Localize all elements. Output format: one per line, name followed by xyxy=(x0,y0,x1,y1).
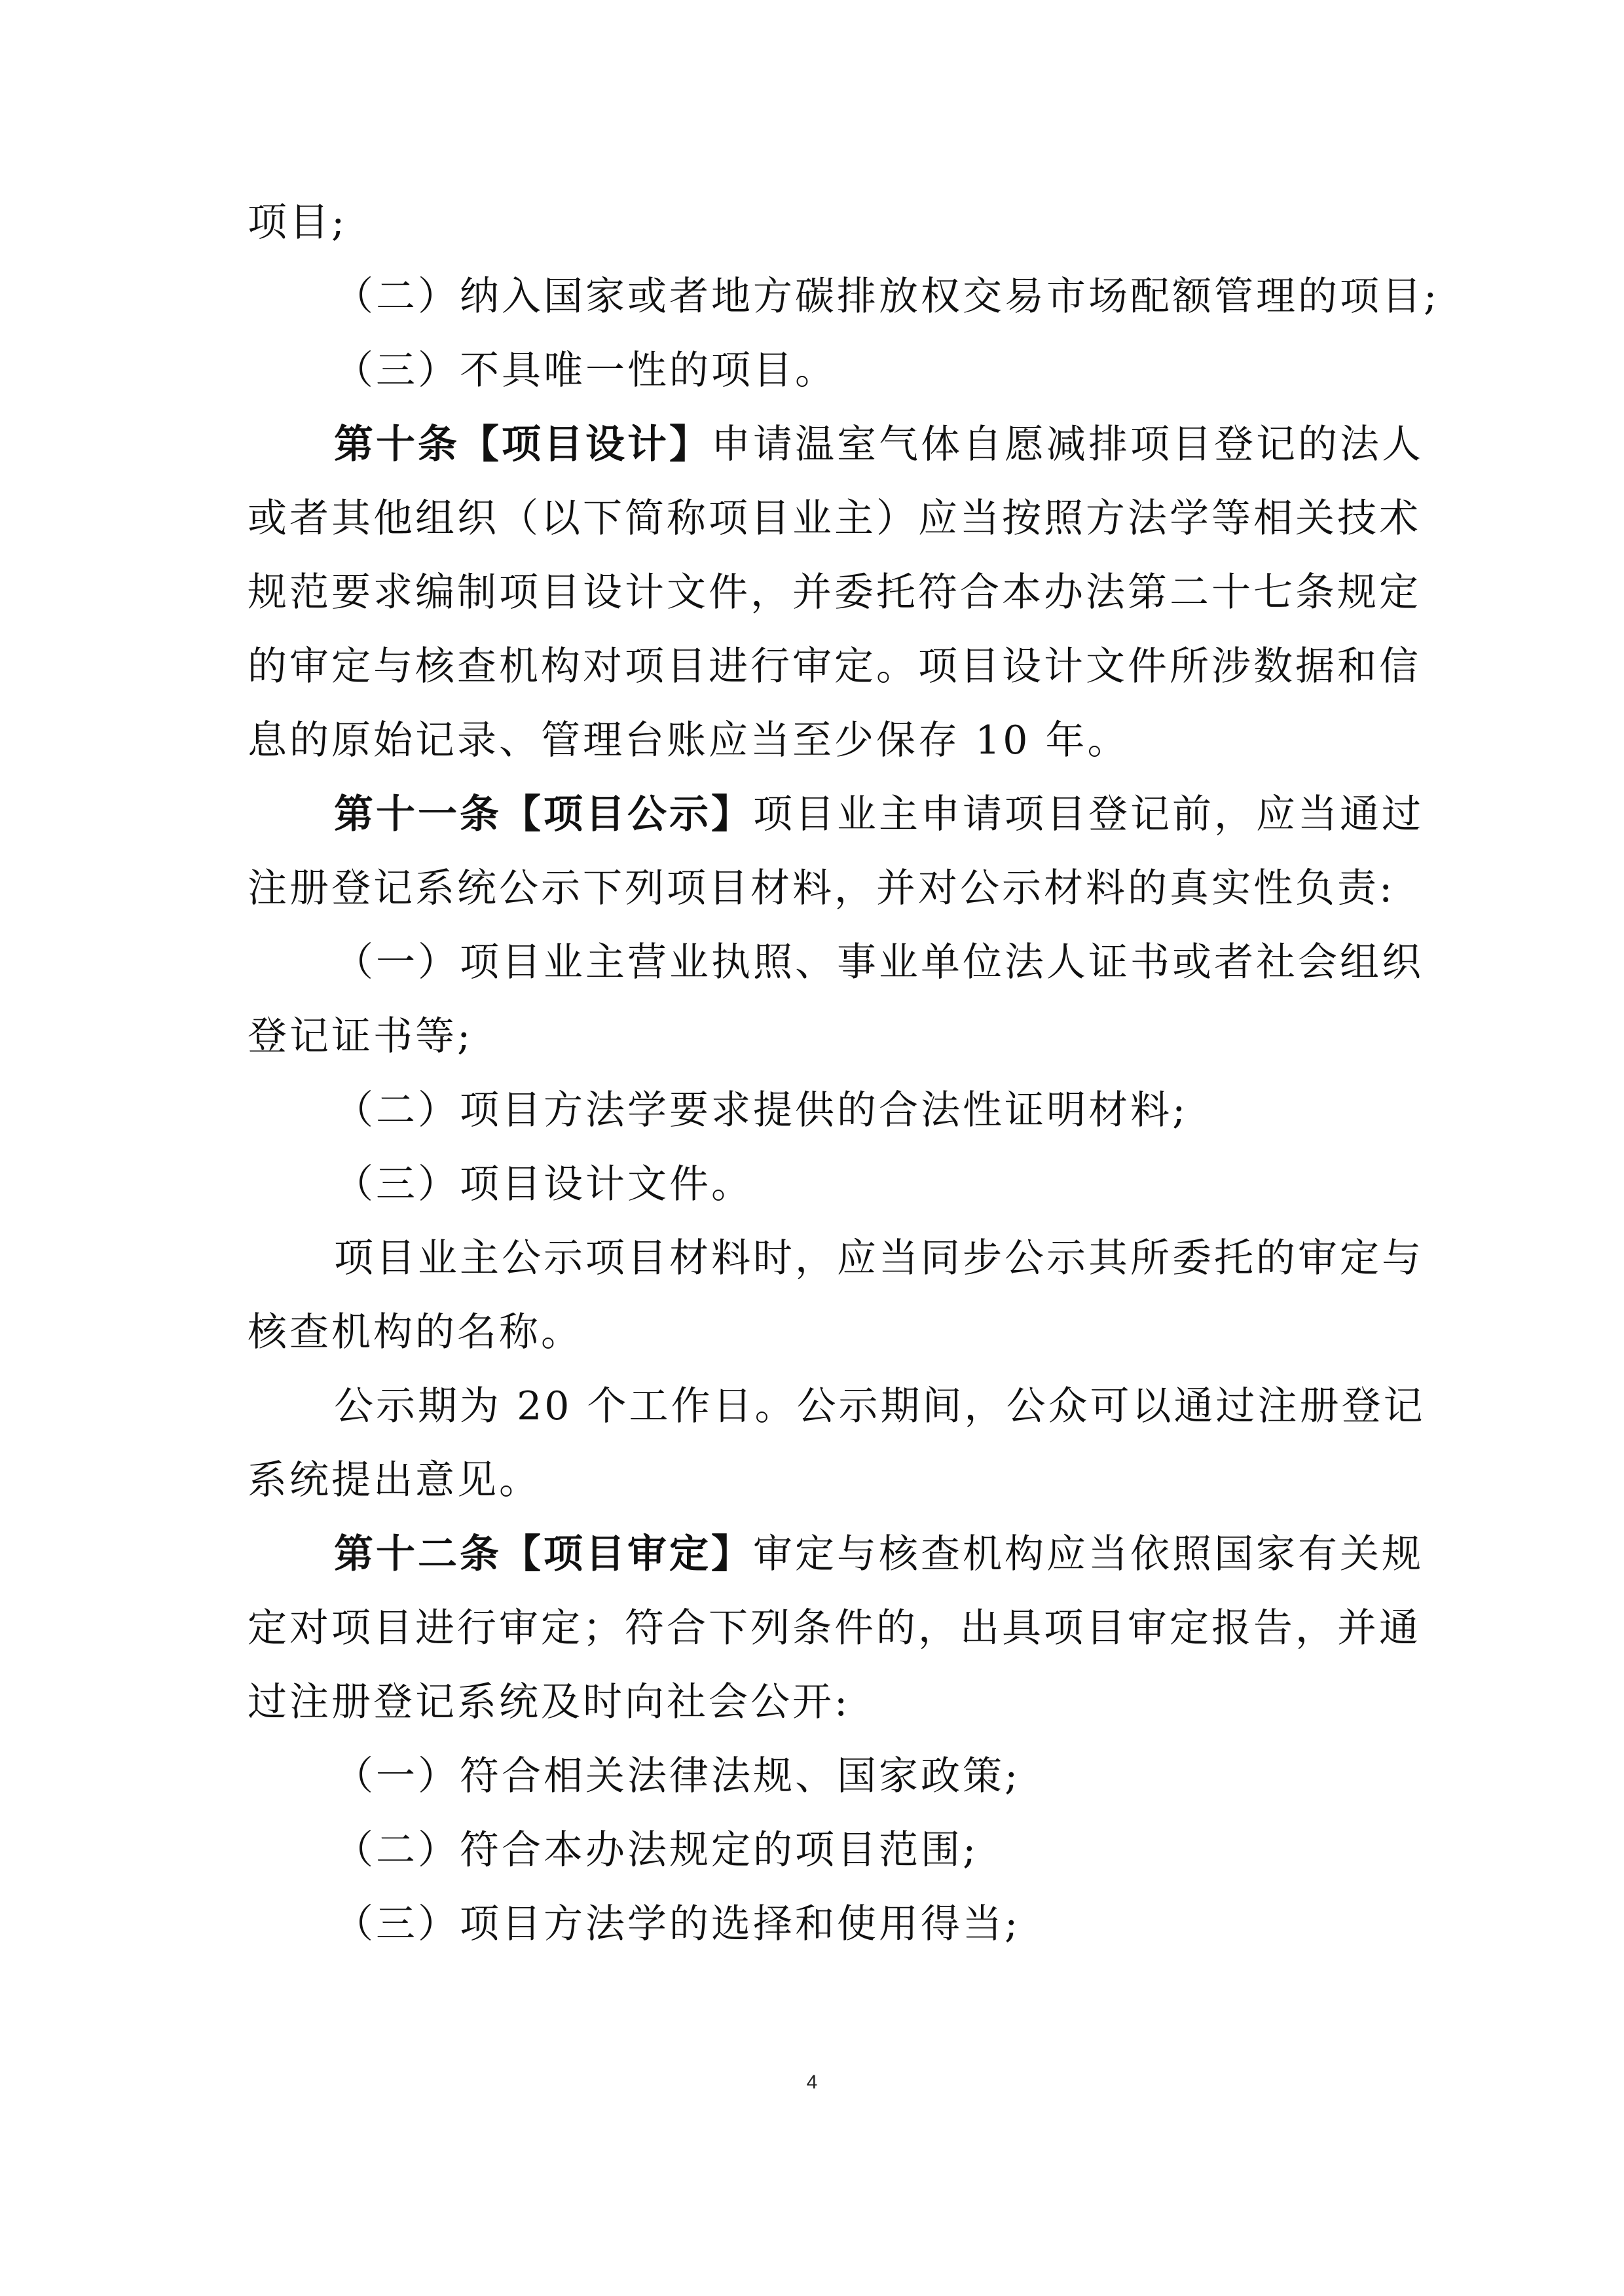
text-line xyxy=(334,1161,753,1207)
article-line xyxy=(334,422,1424,467)
text-line xyxy=(248,866,1395,911)
line-text: 过注册登记系统及时向社会公开: xyxy=(248,1679,851,1725)
article-heading: 第十条【项目设计】 xyxy=(334,422,711,467)
line-text: 的审定与核查机构对项目进行审定。项目设计文件所涉数据和信 xyxy=(248,644,1421,689)
line-text: 息的原始记录、管理台账应当至少保存 10 年。 xyxy=(248,718,1130,763)
text-line xyxy=(248,570,1421,615)
text-line xyxy=(334,1753,1020,1799)
line-text: 定对项目进行审定；符合下列条件的，出具项目审定报告，并通 xyxy=(248,1605,1421,1651)
text-line xyxy=(248,1309,583,1355)
line-text: （一）符合相关法律法规、国家政策; xyxy=(334,1753,1021,1799)
text-line xyxy=(248,1605,1421,1651)
line-text: （一）项目业主营业执照、事业单位法人证书或者社会组织 xyxy=(334,939,1424,985)
line-text: （二）符合本办法规定的项目范围; xyxy=(334,1827,979,1873)
text-line xyxy=(248,718,1130,763)
text-line xyxy=(248,1679,850,1725)
article-line xyxy=(334,792,1424,837)
line-text: 审定与核查机构应当依照国家有关规 xyxy=(753,1531,1424,1577)
text-line xyxy=(334,348,837,393)
article-heading: 第十一条【项目公示】 xyxy=(334,792,753,837)
line-text: （二）纳入国家或者地方碳排放权交易市场配额管理的项目; xyxy=(334,274,1440,319)
text-line xyxy=(334,1087,1188,1133)
line-text: （三）项目方法学的选择和使用得当; xyxy=(334,1901,1021,1947)
line-text: 项目; xyxy=(248,200,348,246)
text-line xyxy=(248,1013,473,1059)
text-line xyxy=(334,939,1424,985)
text-line xyxy=(248,200,347,246)
text-line xyxy=(248,496,1421,541)
text-line xyxy=(334,1383,1426,1429)
line-text: 项目业主公示项目材料时，应当同步公示其所委托的审定与 xyxy=(334,1235,1424,1281)
line-text: 或者其他组织（以下简称项目业主）应当按照方法学等相关技术 xyxy=(248,496,1421,541)
page-number: 4 xyxy=(806,2071,818,2093)
line-text: 核查机构的名称。 xyxy=(248,1309,583,1355)
article-heading: 第十二条【项目审定】 xyxy=(334,1531,753,1577)
article-line xyxy=(334,1531,1424,1577)
text-line xyxy=(334,1901,1020,1947)
line-text: 项目业主申请项目登记前，应当通过 xyxy=(753,792,1424,837)
text-line xyxy=(334,1827,978,1873)
line-text: （三）不具唯一性的项目。 xyxy=(334,348,837,393)
text-line xyxy=(334,274,1439,319)
line-text: 登记证书等; xyxy=(248,1013,473,1059)
line-text: 系统提出意见。 xyxy=(248,1457,541,1503)
line-text: 注册登记系统公示下列项目材料，并对公示材料的真实性负责: xyxy=(248,866,1395,911)
line-text: 申请温室气体自愿减排项目登记的法人 xyxy=(711,422,1424,467)
line-text: 公示期为 20 个工作日。公示期间，公众可以通过注册登记 xyxy=(334,1383,1426,1429)
text-line xyxy=(248,644,1421,689)
line-text: （二）项目方法学要求提供的合法性证明材料; xyxy=(334,1087,1189,1133)
text-line xyxy=(248,1457,541,1503)
line-text: 规范要求编制项目设计文件，并委托符合本办法第二十七条规定 xyxy=(248,570,1421,615)
line-text: （三）项目设计文件。 xyxy=(334,1161,753,1207)
text-line xyxy=(334,1235,1424,1281)
